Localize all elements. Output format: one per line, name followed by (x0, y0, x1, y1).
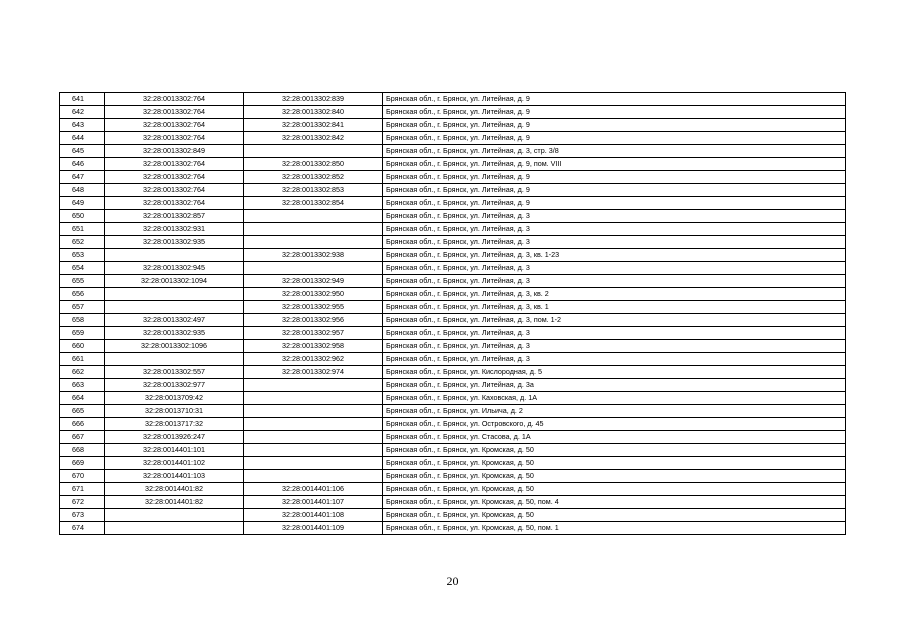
row-number: 658 (60, 314, 105, 327)
cadastral-number-2 (244, 457, 383, 470)
cadastral-number-2 (244, 431, 383, 444)
table-row (60, 444, 846, 457)
row-number: 671 (60, 483, 105, 496)
cadastral-number-2: 32:28:0013302:853 (244, 184, 383, 197)
row-number: 660 (60, 340, 105, 353)
table-row (60, 509, 846, 522)
cadastral-number-1: 32:28:0013302:764 (105, 93, 244, 106)
cadastral-number-1: 32:28:0013302:764 (105, 158, 244, 171)
table-row (60, 301, 846, 314)
cadastral-number-2: 32:28:0013302:842 (244, 132, 383, 145)
address-cell: Брянская обл., г. Брянск, ул. Островского, д. 45 (383, 418, 846, 431)
table-row (60, 223, 846, 236)
address-cell: Брянская обл., г. Брянск, ул. Литейная, д. 3, кв. 2 (383, 288, 846, 301)
cadastral-number-1: 32:28:0013302:945 (105, 262, 244, 275)
cadastral-number-1 (105, 522, 244, 535)
cadastral-number-2 (244, 418, 383, 431)
cadastral-number-2: 32:28:0013302:841 (244, 119, 383, 132)
cadastral-table (59, 92, 846, 535)
cadastral-number-2: 32:28:0013302:962 (244, 353, 383, 366)
cadastral-number-1: 32:28:0013302:857 (105, 210, 244, 223)
table-row (60, 210, 846, 223)
address-cell: Брянская обл., г. Брянск, ул. Кислородная, д. 5 (383, 366, 846, 379)
cadastral-number-1: 32:28:0013302:935 (105, 327, 244, 340)
address-cell: Брянская обл., г. Брянск, ул. Литейная, д. 9 (383, 197, 846, 210)
row-number: 654 (60, 262, 105, 275)
row-number: 656 (60, 288, 105, 301)
cadastral-number-1: 32:28:0013710:31 (105, 405, 244, 418)
table-row (60, 249, 846, 262)
address-cell: Брянская обл., г. Брянск, ул. Стасова, д. 1А (383, 431, 846, 444)
address-cell: Брянская обл., г. Брянск, ул. Литейная, д. 3 (383, 223, 846, 236)
cadastral-number-1 (105, 288, 244, 301)
table-row (60, 496, 846, 509)
table-row (60, 522, 846, 535)
cadastral-number-2 (244, 444, 383, 457)
table-row (60, 288, 846, 301)
cadastral-number-2: 32:28:0013302:938 (244, 249, 383, 262)
cadastral-number-2: 32:28:0013302:840 (244, 106, 383, 119)
cadastral-number-1: 32:28:0014401:82 (105, 496, 244, 509)
address-cell: Брянская обл., г. Брянск, ул. Литейная, д. 3 (383, 327, 846, 340)
cadastral-number-1: 32:28:0013302:764 (105, 171, 244, 184)
table-row (60, 431, 846, 444)
cadastral-number-2: 32:28:0013302:955 (244, 301, 383, 314)
cadastral-number-2 (244, 145, 383, 158)
cadastral-number-2 (244, 262, 383, 275)
address-cell: Брянская обл., г. Брянск, ул. Каховская, д. 1А (383, 392, 846, 405)
page-number: 20 (446, 574, 459, 588)
table-row (60, 483, 846, 496)
cadastral-number-2 (244, 392, 383, 405)
row-number: 642 (60, 106, 105, 119)
address-cell: Брянская обл., г. Брянск, ул. Кромская, д. 50 (383, 483, 846, 496)
cadastral-number-2: 32:28:0013302:852 (244, 171, 383, 184)
table-row (60, 171, 846, 184)
cadastral-number-1: 32:28:0013302:764 (105, 106, 244, 119)
cadastral-number-1: 32:28:0013302:1094 (105, 275, 244, 288)
address-cell: Брянская обл., г. Брянск, ул. Литейная, д. 3, кв. 1 (383, 301, 846, 314)
address-cell: Брянская обл., г. Брянск, ул. Литейная, д. 9 (383, 184, 846, 197)
cadastral-number-2 (244, 379, 383, 392)
cadastral-number-2: 32:28:0013302:854 (244, 197, 383, 210)
cadastral-number-2: 32:28:0014401:106 (244, 483, 383, 496)
table-row (60, 119, 846, 132)
cadastral-number-2: 32:28:0014401:108 (244, 509, 383, 522)
table-row (60, 418, 846, 431)
cadastral-number-2: 32:28:0013302:839 (244, 93, 383, 106)
table-row (60, 262, 846, 275)
address-cell: Брянская обл., г. Брянск, ул. Кромская, д. 50 (383, 444, 846, 457)
table-row (60, 366, 846, 379)
table-row (60, 197, 846, 210)
cadastral-number-2: 32:28:0013302:950 (244, 288, 383, 301)
row-number: 669 (60, 457, 105, 470)
address-cell: Брянская обл., г. Брянск, ул. Литейная, д. 9 (383, 132, 846, 145)
table-row (60, 470, 846, 483)
address-cell: Брянская обл., г. Брянск, ул. Литейная, д. 3, пом. 1-2 (383, 314, 846, 327)
cadastral-number-2: 32:28:0013302:957 (244, 327, 383, 340)
address-cell: Брянская обл., г. Брянск, ул. Литейная, д. 3а (383, 379, 846, 392)
cadastral-number-1 (105, 353, 244, 366)
address-cell: Брянская обл., г. Брянск, ул. Литейная, д. 9, пом. VIII (383, 158, 846, 171)
cadastral-number-1: 32:28:0013302:935 (105, 236, 244, 249)
address-cell: Брянская обл., г. Брянск, ул. Кромская, д. 50 (383, 470, 846, 483)
cadastral-number-2: 32:28:0013302:956 (244, 314, 383, 327)
table-row (60, 236, 846, 249)
cadastral-number-2: 32:28:0013302:958 (244, 340, 383, 353)
row-number: 649 (60, 197, 105, 210)
address-cell: Брянская обл., г. Брянск, ул. Кромская, д. 50 (383, 509, 846, 522)
cadastral-number-1: 32:28:0013302:497 (105, 314, 244, 327)
cadastral-number-2 (244, 470, 383, 483)
row-number: 659 (60, 327, 105, 340)
row-number: 673 (60, 509, 105, 522)
cadastral-number-1: 32:28:0013302:557 (105, 366, 244, 379)
row-number: 652 (60, 236, 105, 249)
table-row (60, 405, 846, 418)
row-number: 661 (60, 353, 105, 366)
row-number: 641 (60, 93, 105, 106)
address-cell: Брянская обл., г. Брянск, ул. Литейная, д. 3, стр. 3/8 (383, 145, 846, 158)
row-number: 655 (60, 275, 105, 288)
cadastral-number-1: 32:28:0013926:247 (105, 431, 244, 444)
cadastral-number-1: 32:28:0013302:849 (105, 145, 244, 158)
table-row (60, 145, 846, 158)
row-number: 643 (60, 119, 105, 132)
address-cell: Брянская обл., г. Брянск, ул. Литейная, д. 9 (383, 171, 846, 184)
cadastral-number-1: 32:28:0013302:764 (105, 184, 244, 197)
table-row (60, 457, 846, 470)
address-cell: Брянская обл., г. Брянск, ул. Литейная, д. 3, кв. 1-23 (383, 249, 846, 262)
table-row (60, 275, 846, 288)
row-number: 668 (60, 444, 105, 457)
table-row (60, 340, 846, 353)
cadastral-number-1: 32:28:0014401:101 (105, 444, 244, 457)
table-row (60, 158, 846, 171)
cadastral-number-1: 32:28:0013302:764 (105, 132, 244, 145)
cadastral-number-1: 32:28:0013302:764 (105, 197, 244, 210)
cadastral-number-2: 32:28:0013302:949 (244, 275, 383, 288)
cadastral-number-1: 32:28:0013302:1096 (105, 340, 244, 353)
row-number: 647 (60, 171, 105, 184)
cadastral-number-2: 32:28:0013302:850 (244, 158, 383, 171)
row-number: 657 (60, 301, 105, 314)
row-number: 650 (60, 210, 105, 223)
row-number: 664 (60, 392, 105, 405)
row-number: 646 (60, 158, 105, 171)
cadastral-number-1: 32:28:0014401:103 (105, 470, 244, 483)
address-cell: Брянская обл., г. Брянск, ул. Кромская, д. 50, пом. 1 (383, 522, 846, 535)
row-number: 667 (60, 431, 105, 444)
address-cell: Брянская обл., г. Брянск, ул. Литейная, д. 9 (383, 106, 846, 119)
address-cell: Брянская обл., г. Брянск, ул. Литейная, д. 3 (383, 262, 846, 275)
address-cell: Брянская обл., г. Брянск, ул. Литейная, д. 3 (383, 275, 846, 288)
address-cell: Брянская обл., г. Брянск, ул. Кромская, д. 50 (383, 457, 846, 470)
table-row (60, 132, 846, 145)
row-number: 666 (60, 418, 105, 431)
table-row (60, 392, 846, 405)
cadastral-number-2: 32:28:0014401:109 (244, 522, 383, 535)
address-cell: Брянская обл., г. Брянск, ул. Литейная, д. 9 (383, 93, 846, 106)
row-number: 662 (60, 366, 105, 379)
cadastral-number-1: 32:28:0014401:82 (105, 483, 244, 496)
address-cell: Брянская обл., г. Брянск, ул. Ильича, д. 2 (383, 405, 846, 418)
cadastral-number-1: 32:28:0013302:977 (105, 379, 244, 392)
cadastral-number-1: 32:28:0013709:42 (105, 392, 244, 405)
cadastral-number-2: 32:28:0014401:107 (244, 496, 383, 509)
table-row (60, 327, 846, 340)
address-cell: Брянская обл., г. Брянск, ул. Литейная, д. 9 (383, 119, 846, 132)
row-number: 663 (60, 379, 105, 392)
cadastral-number-1 (105, 249, 244, 262)
address-cell: Брянская обл., г. Брянск, ул. Литейная, д. 3 (383, 210, 846, 223)
table-row (60, 353, 846, 366)
table-row (60, 184, 846, 197)
row-number: 670 (60, 470, 105, 483)
address-cell: Брянская обл., г. Брянск, ул. Кромская, д. 50, пом. 4 (383, 496, 846, 509)
table-row (60, 93, 846, 106)
table-body (60, 93, 846, 535)
cadastral-number-1: 32:28:0014401:102 (105, 457, 244, 470)
cadastral-number-1: 32:28:0013717:32 (105, 418, 244, 431)
table-row (60, 106, 846, 119)
cadastral-number-1 (105, 509, 244, 522)
row-number: 672 (60, 496, 105, 509)
cadastral-number-2 (244, 223, 383, 236)
row-number: 653 (60, 249, 105, 262)
cadastral-number-2 (244, 236, 383, 249)
row-number: 674 (60, 522, 105, 535)
row-number: 645 (60, 145, 105, 158)
row-number: 665 (60, 405, 105, 418)
address-cell: Брянская обл., г. Брянск, ул. Литейная, д. 3 (383, 340, 846, 353)
cadastral-number-2 (244, 405, 383, 418)
cadastral-number-1 (105, 301, 244, 314)
table-row (60, 379, 846, 392)
address-cell: Брянская обл., г. Брянск, ул. Литейная, д. 3 (383, 236, 846, 249)
table-row (60, 314, 846, 327)
cadastral-number-2: 32:28:0013302:974 (244, 366, 383, 379)
cadastral-number-1: 32:28:0013302:764 (105, 119, 244, 132)
address-cell: Брянская обл., г. Брянск, ул. Литейная, д. 3 (383, 353, 846, 366)
cadastral-number-1: 32:28:0013302:931 (105, 223, 244, 236)
row-number: 644 (60, 132, 105, 145)
cadastral-number-2 (244, 210, 383, 223)
row-number: 651 (60, 223, 105, 236)
row-number: 648 (60, 184, 105, 197)
